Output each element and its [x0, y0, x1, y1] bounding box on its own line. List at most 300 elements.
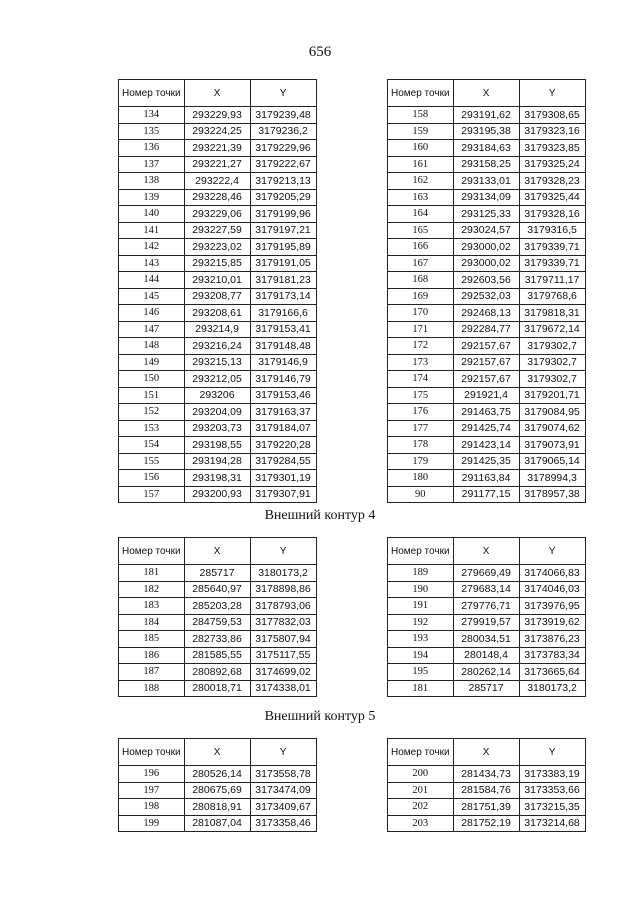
point-number-cell: 143	[119, 255, 185, 272]
point-number-cell: 149	[119, 354, 185, 371]
table-row	[119, 766, 317, 783]
table-row	[119, 486, 317, 503]
header-point-number: Номер точки	[119, 538, 185, 565]
point-number-cell: 142	[119, 239, 185, 256]
x-coordinate-cell: 293221,27	[184, 156, 250, 173]
y-coordinate-cell: 3179302,7	[519, 371, 585, 388]
point-number-cell: 186	[119, 647, 185, 664]
table-row	[388, 453, 586, 470]
table-row	[119, 598, 317, 615]
point-number-cell: 145	[119, 288, 185, 305]
table-row	[388, 799, 586, 816]
y-coordinate-cell: 3179325,44	[519, 189, 585, 206]
x-coordinate-cell: 293221,39	[184, 140, 250, 157]
x-coordinate-cell: 292157,67	[453, 371, 519, 388]
x-coordinate-cell: 293194,28	[184, 453, 250, 470]
point-number-cell: 169	[388, 288, 454, 305]
table-row	[388, 239, 586, 256]
point-number-cell: 196	[119, 766, 185, 783]
table-row	[119, 189, 317, 206]
y-coordinate-cell: 3179195,89	[250, 239, 316, 256]
coordinates-table-2	[387, 79, 586, 503]
point-number-cell: 144	[119, 272, 185, 289]
point-number-cell: 202	[388, 799, 454, 816]
table-row	[119, 631, 317, 648]
y-coordinate-cell: 3179153,41	[250, 321, 316, 338]
y-coordinate-cell: 3177832,03	[250, 614, 316, 631]
x-coordinate-cell: 291423,14	[453, 437, 519, 454]
point-number-cell: 138	[119, 173, 185, 190]
x-coordinate-cell: 293227,59	[184, 222, 250, 239]
table-header-row	[388, 80, 586, 107]
x-coordinate-cell: 293208,77	[184, 288, 250, 305]
point-number-cell: 185	[119, 631, 185, 648]
point-number-cell: 192	[388, 614, 454, 631]
x-coordinate-cell: 293222,4	[184, 173, 250, 190]
point-number-cell: 148	[119, 338, 185, 355]
header-x: X	[184, 739, 250, 766]
y-coordinate-cell: 3173665,64	[519, 664, 585, 681]
y-coordinate-cell: 3179153,46	[250, 387, 316, 404]
y-coordinate-cell: 3178957,38	[519, 486, 585, 503]
y-coordinate-cell: 3179818,31	[519, 305, 585, 322]
coordinates-table-6	[387, 738, 586, 832]
point-number-cell: 139	[119, 189, 185, 206]
x-coordinate-cell: 279683,14	[453, 581, 519, 598]
page-number: 656	[308, 44, 332, 60]
y-coordinate-cell: 3175117,55	[250, 647, 316, 664]
point-number-cell: 175	[388, 387, 454, 404]
table-row	[119, 305, 317, 322]
x-coordinate-cell: 293208,61	[184, 305, 250, 322]
x-coordinate-cell: 280675,69	[184, 782, 250, 799]
x-coordinate-cell: 293024,57	[453, 222, 519, 239]
x-coordinate-cell: 292157,67	[453, 354, 519, 371]
y-coordinate-cell: 3173558,78	[250, 766, 316, 783]
table-row	[388, 420, 586, 437]
x-coordinate-cell: 293191,62	[453, 107, 519, 124]
point-number-cell: 90	[388, 486, 454, 503]
header-x: X	[184, 538, 250, 565]
x-coordinate-cell: 280018,71	[184, 680, 250, 697]
y-coordinate-cell: 3179308,65	[519, 107, 585, 124]
table-row	[119, 614, 317, 631]
y-coordinate-cell: 3173783,34	[519, 647, 585, 664]
y-coordinate-cell: 3179339,71	[519, 239, 585, 256]
y-coordinate-cell: 3179065,14	[519, 453, 585, 470]
table-row	[388, 189, 586, 206]
table-row	[119, 272, 317, 289]
x-coordinate-cell: 293210,01	[184, 272, 250, 289]
x-coordinate-cell: 280262,14	[453, 664, 519, 681]
point-number-cell: 163	[388, 189, 454, 206]
table-row	[119, 647, 317, 664]
point-number-cell: 191	[388, 598, 454, 615]
x-coordinate-cell: 293228,46	[184, 189, 250, 206]
table-row	[388, 486, 586, 503]
point-number-cell: 136	[119, 140, 185, 157]
x-coordinate-cell: 285717	[184, 565, 250, 582]
table-row	[119, 565, 317, 582]
header-point-number: Номер точки	[388, 538, 454, 565]
table-row	[119, 239, 317, 256]
table-row	[388, 305, 586, 322]
table-header-row	[119, 80, 317, 107]
table-row	[388, 354, 586, 371]
table-row	[388, 288, 586, 305]
table-row	[119, 123, 317, 140]
y-coordinate-cell: 3179323,85	[519, 140, 585, 157]
point-number-cell: 162	[388, 173, 454, 190]
y-coordinate-cell: 3179184,07	[250, 420, 316, 437]
point-number-cell: 141	[119, 222, 185, 239]
x-coordinate-cell: 291921,4	[453, 387, 519, 404]
point-number-cell: 176	[388, 404, 454, 421]
x-coordinate-cell: 281752,19	[453, 815, 519, 832]
table-row	[119, 354, 317, 371]
point-number-cell: 164	[388, 206, 454, 223]
y-coordinate-cell: 3179205,29	[250, 189, 316, 206]
header-y: Y	[250, 80, 316, 107]
y-coordinate-cell: 3178793,06	[250, 598, 316, 615]
point-number-cell: 173	[388, 354, 454, 371]
x-coordinate-cell: 280148,4	[453, 647, 519, 664]
point-number-cell: 187	[119, 664, 185, 681]
point-number-cell: 160	[388, 140, 454, 157]
coordinates-table-1	[118, 79, 317, 503]
y-coordinate-cell: 3173876,23	[519, 631, 585, 648]
table-row	[119, 222, 317, 239]
header-y: Y	[250, 739, 316, 766]
table-row	[388, 107, 586, 124]
x-coordinate-cell: 280892,68	[184, 664, 250, 681]
y-coordinate-cell: 3179339,71	[519, 255, 585, 272]
coordinates-table-4	[387, 537, 586, 697]
table-row	[388, 815, 586, 832]
point-number-cell: 172	[388, 338, 454, 355]
table-row	[388, 156, 586, 173]
x-coordinate-cell: 293229,93	[184, 107, 250, 124]
y-coordinate-cell: 3173358,46	[250, 815, 316, 832]
x-coordinate-cell: 293200,93	[184, 486, 250, 503]
header-y: Y	[519, 80, 585, 107]
header-point-number: Номер точки	[388, 739, 454, 766]
table-header-row	[119, 739, 317, 766]
point-number-cell: 171	[388, 321, 454, 338]
table-row	[119, 404, 317, 421]
point-number-cell: 154	[119, 437, 185, 454]
point-number-cell: 159	[388, 123, 454, 140]
x-coordinate-cell: 293000,02	[453, 239, 519, 256]
point-number-cell: 151	[119, 387, 185, 404]
x-coordinate-cell: 293204,09	[184, 404, 250, 421]
x-coordinate-cell: 292603,56	[453, 272, 519, 289]
y-coordinate-cell: 3179672,14	[519, 321, 585, 338]
point-number-cell: 150	[119, 371, 185, 388]
y-coordinate-cell: 3179199,96	[250, 206, 316, 223]
point-number-cell: 180	[388, 470, 454, 487]
table-row	[119, 664, 317, 681]
table-row	[388, 140, 586, 157]
point-number-cell: 199	[119, 815, 185, 832]
point-number-cell: 181	[388, 680, 454, 697]
y-coordinate-cell: 3179302,7	[519, 338, 585, 355]
y-coordinate-cell: 3175807,94	[250, 631, 316, 648]
y-coordinate-cell: 3179222,67	[250, 156, 316, 173]
table-row	[119, 453, 317, 470]
y-coordinate-cell: 3179768,6	[519, 288, 585, 305]
point-number-cell: 170	[388, 305, 454, 322]
y-coordinate-cell: 3173919,62	[519, 614, 585, 631]
x-coordinate-cell: 281751,39	[453, 799, 519, 816]
y-coordinate-cell: 3173409,67	[250, 799, 316, 816]
table-row	[388, 631, 586, 648]
point-number-cell: 194	[388, 647, 454, 664]
header-x: X	[453, 739, 519, 766]
x-coordinate-cell: 291425,74	[453, 420, 519, 437]
header-y: Y	[519, 538, 585, 565]
point-number-cell: 147	[119, 321, 185, 338]
point-number-cell: 200	[388, 766, 454, 783]
x-coordinate-cell: 280526,14	[184, 766, 250, 783]
x-coordinate-cell: 292468,13	[453, 305, 519, 322]
table-row	[119, 680, 317, 697]
y-coordinate-cell: 3179328,16	[519, 206, 585, 223]
y-coordinate-cell: 3179239,48	[250, 107, 316, 124]
point-number-cell: 161	[388, 156, 454, 173]
table-row	[119, 470, 317, 487]
x-coordinate-cell: 280818,91	[184, 799, 250, 816]
y-coordinate-cell: 3180173,2	[250, 565, 316, 582]
x-coordinate-cell: 293212,05	[184, 371, 250, 388]
point-number-cell: 181	[119, 565, 185, 582]
table-row	[388, 123, 586, 140]
table-row	[388, 387, 586, 404]
header-x: X	[453, 538, 519, 565]
y-coordinate-cell: 3178898,86	[250, 581, 316, 598]
table-header-row	[388, 739, 586, 766]
x-coordinate-cell: 279919,57	[453, 614, 519, 631]
y-coordinate-cell: 3179307,91	[250, 486, 316, 503]
coordinates-table-5	[118, 738, 317, 832]
x-coordinate-cell: 293134,09	[453, 189, 519, 206]
x-coordinate-cell: 285640,97	[184, 581, 250, 598]
point-number-cell: 189	[388, 565, 454, 582]
table-row	[119, 321, 317, 338]
table-row	[119, 156, 317, 173]
table-row	[119, 782, 317, 799]
point-number-cell: 193	[388, 631, 454, 648]
x-coordinate-cell: 293198,31	[184, 470, 250, 487]
table-row	[119, 107, 317, 124]
x-coordinate-cell: 293000,02	[453, 255, 519, 272]
x-coordinate-cell: 285203,28	[184, 598, 250, 615]
y-coordinate-cell: 3179301,19	[250, 470, 316, 487]
point-number-cell: 156	[119, 470, 185, 487]
x-coordinate-cell: 293158,25	[453, 156, 519, 173]
point-number-cell: 152	[119, 404, 185, 421]
y-coordinate-cell: 3179181,23	[250, 272, 316, 289]
table-row	[119, 815, 317, 832]
header-y: Y	[250, 538, 316, 565]
table-row	[119, 173, 317, 190]
x-coordinate-cell: 282733,86	[184, 631, 250, 648]
x-coordinate-cell: 293206	[184, 387, 250, 404]
x-coordinate-cell: 281585,55	[184, 647, 250, 664]
point-number-cell: 153	[119, 420, 185, 437]
y-coordinate-cell: 3174066,83	[519, 565, 585, 582]
y-coordinate-cell: 3173215,35	[519, 799, 585, 816]
point-number-cell: 167	[388, 255, 454, 272]
x-coordinate-cell: 293215,13	[184, 354, 250, 371]
x-coordinate-cell: 281434,73	[453, 766, 519, 783]
x-coordinate-cell: 293215,85	[184, 255, 250, 272]
x-coordinate-cell: 293216,24	[184, 338, 250, 355]
y-coordinate-cell: 3179163,37	[250, 404, 316, 421]
table-row	[119, 338, 317, 355]
table-row	[119, 581, 317, 598]
y-coordinate-cell: 3179284,55	[250, 453, 316, 470]
point-number-cell: 203	[388, 815, 454, 832]
table-row	[119, 387, 317, 404]
y-coordinate-cell: 3178994,3	[519, 470, 585, 487]
y-coordinate-cell: 3180173,2	[519, 680, 585, 697]
table-row	[388, 255, 586, 272]
section-title-contour-4: Внешний контур 4	[264, 508, 376, 523]
x-coordinate-cell: 291163,84	[453, 470, 519, 487]
point-number-cell: 183	[119, 598, 185, 615]
x-coordinate-cell: 293223,02	[184, 239, 250, 256]
y-coordinate-cell: 3173976,95	[519, 598, 585, 615]
y-coordinate-cell: 3173474,09	[250, 782, 316, 799]
table-row	[119, 255, 317, 272]
y-coordinate-cell: 3179213,13	[250, 173, 316, 190]
point-number-cell: 146	[119, 305, 185, 322]
x-coordinate-cell: 280034,51	[453, 631, 519, 648]
table-row	[119, 288, 317, 305]
table-header-row	[388, 538, 586, 565]
table-row	[119, 140, 317, 157]
x-coordinate-cell: 292532,03	[453, 288, 519, 305]
y-coordinate-cell: 3179328,23	[519, 173, 585, 190]
y-coordinate-cell: 3179229,96	[250, 140, 316, 157]
y-coordinate-cell: 3179074,62	[519, 420, 585, 437]
x-coordinate-cell: 284759,53	[184, 614, 250, 631]
y-coordinate-cell: 3174338,01	[250, 680, 316, 697]
y-coordinate-cell: 3179220,28	[250, 437, 316, 454]
x-coordinate-cell: 293229,06	[184, 206, 250, 223]
point-number-cell: 188	[119, 680, 185, 697]
header-point-number: Номер точки	[119, 80, 185, 107]
table-row	[388, 437, 586, 454]
x-coordinate-cell: 281584,76	[453, 782, 519, 799]
table-row	[119, 437, 317, 454]
point-number-cell: 168	[388, 272, 454, 289]
table-row	[388, 470, 586, 487]
point-number-cell: 177	[388, 420, 454, 437]
y-coordinate-cell: 3173353,66	[519, 782, 585, 799]
table-row	[388, 173, 586, 190]
y-coordinate-cell: 3179191,05	[250, 255, 316, 272]
table-row	[388, 680, 586, 697]
x-coordinate-cell: 293125,33	[453, 206, 519, 223]
coordinates-table-3	[118, 537, 317, 697]
x-coordinate-cell: 293184,63	[453, 140, 519, 157]
y-coordinate-cell: 3179302,7	[519, 354, 585, 371]
y-coordinate-cell: 3179073,91	[519, 437, 585, 454]
point-number-cell: 134	[119, 107, 185, 124]
x-coordinate-cell: 291463,75	[453, 404, 519, 421]
y-coordinate-cell: 3179323,16	[519, 123, 585, 140]
point-number-cell: 197	[119, 782, 185, 799]
table-row	[388, 222, 586, 239]
header-x: X	[453, 80, 519, 107]
point-number-cell: 190	[388, 581, 454, 598]
table-row	[388, 206, 586, 223]
y-coordinate-cell: 3173214,68	[519, 815, 585, 832]
table-row	[388, 565, 586, 582]
y-coordinate-cell: 3179146,79	[250, 371, 316, 388]
x-coordinate-cell: 291425,35	[453, 453, 519, 470]
table-header-row	[119, 538, 317, 565]
y-coordinate-cell: 3179316,5	[519, 222, 585, 239]
point-number-cell: 195	[388, 664, 454, 681]
section-title-contour-5: Внешний контур 5	[264, 709, 376, 724]
table-row	[119, 420, 317, 437]
y-coordinate-cell: 3179201,71	[519, 387, 585, 404]
point-number-cell: 166	[388, 239, 454, 256]
header-y: Y	[519, 739, 585, 766]
x-coordinate-cell: 293224,25	[184, 123, 250, 140]
y-coordinate-cell: 3173383,19	[519, 766, 585, 783]
x-coordinate-cell: 285717	[453, 680, 519, 697]
point-number-cell: 201	[388, 782, 454, 799]
y-coordinate-cell: 3179166,6	[250, 305, 316, 322]
y-coordinate-cell: 3179197,21	[250, 222, 316, 239]
point-number-cell: 157	[119, 486, 185, 503]
x-coordinate-cell: 281087,04	[184, 815, 250, 832]
x-coordinate-cell: 279669,49	[453, 565, 519, 582]
table-row	[388, 272, 586, 289]
y-coordinate-cell: 3179173,14	[250, 288, 316, 305]
table-row	[388, 598, 586, 615]
table-row	[119, 206, 317, 223]
table-row	[388, 782, 586, 799]
y-coordinate-cell: 3179146,9	[250, 354, 316, 371]
point-number-cell: 184	[119, 614, 185, 631]
y-coordinate-cell: 3179236,2	[250, 123, 316, 140]
x-coordinate-cell: 293203,73	[184, 420, 250, 437]
x-coordinate-cell: 293195,38	[453, 123, 519, 140]
header-x: X	[184, 80, 250, 107]
x-coordinate-cell: 293133,01	[453, 173, 519, 190]
x-coordinate-cell: 291177,15	[453, 486, 519, 503]
x-coordinate-cell: 279776,71	[453, 598, 519, 615]
x-coordinate-cell: 293214,9	[184, 321, 250, 338]
point-number-cell: 140	[119, 206, 185, 223]
y-coordinate-cell: 3179711,17	[519, 272, 585, 289]
point-number-cell: 182	[119, 581, 185, 598]
y-coordinate-cell: 3179084,95	[519, 404, 585, 421]
y-coordinate-cell: 3179325,24	[519, 156, 585, 173]
table-row	[388, 614, 586, 631]
point-number-cell: 165	[388, 222, 454, 239]
table-row	[119, 799, 317, 816]
y-coordinate-cell: 3174046,03	[519, 581, 585, 598]
table-row	[388, 371, 586, 388]
point-number-cell: 155	[119, 453, 185, 470]
table-row	[388, 647, 586, 664]
